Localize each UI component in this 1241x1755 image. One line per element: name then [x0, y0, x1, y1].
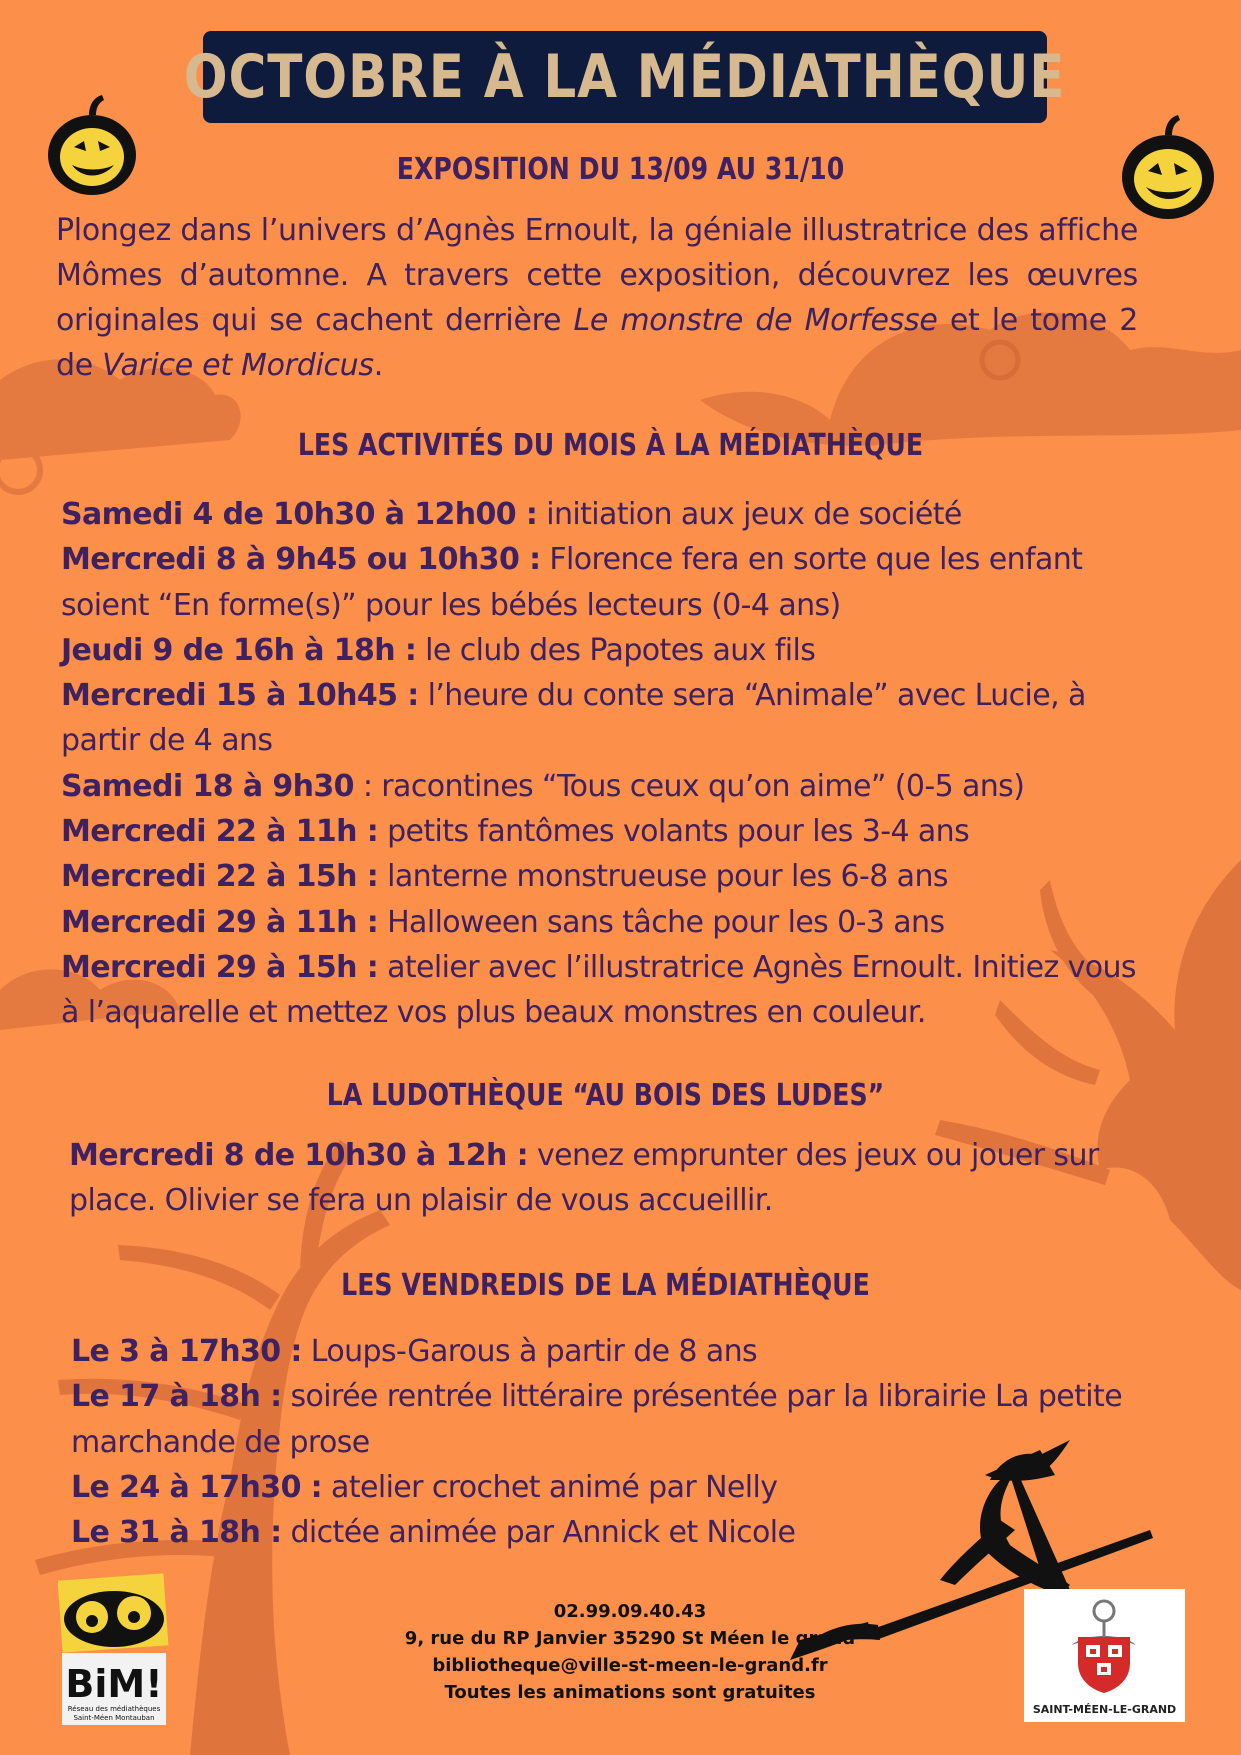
list-item: Mercredi 29 à 11h : Halloween sans tâche pour les 0-3 ans: [61, 904, 945, 940]
exposition-heading: EXPOSITION DU 13/09 AU 31/10: [396, 152, 845, 187]
page-title: OCTOBRE À LA MÉDIATHÈQUE: [184, 42, 1066, 112]
phone-number: 02.99.09.40.43: [553, 1601, 707, 1622]
list-item: Le 3 à 17h30 : Loups-Garous à partir de 8 ans: [71, 1334, 758, 1369]
address: 9, rue du RP Janvier 35290 St Méen le grand: [404, 1628, 856, 1649]
contact-block: [330, 1598, 930, 1706]
exposition-description: Plongez dans l’univers d’Agnès Ernoult, la géniale illustratrice des affiche Mômes d’automne. A travers cette exposition, découvrez les œuvres originales qui se cachent derrière Le monstre de Morfesse et le tome 2 de Varice et Mordicus.: [56, 213, 1138, 383]
activities-heading: LES ACTIVITÉS DU MOIS À LA MÉDIATHÈQUE: [297, 428, 924, 463]
email-address: bibliotheque@ville-st-meen-le-grand.fr: [432, 1655, 828, 1676]
list-item: Mercredi 15 à 10h45 : l’heure du conte sera “Animale” avec Lucie, à partir de 4 ans: [61, 678, 1086, 759]
fridays-list: [71, 1329, 1171, 1555]
list-item: Mercredi 22 à 15h : lanterne monstrueuse pour les 6-8 ans: [61, 859, 948, 895]
book-title: Varice et Mordicus: [102, 348, 374, 383]
list-item: Le 31 à 18h : dictée animée par Annick et Nicole: [71, 1515, 796, 1551]
list-item: Le 17 à 18h : soirée rentrée littéraire présentée par la librairie La petite marchande de prose: [71, 1379, 1123, 1460]
bim-subtitle: Saint-Méen Montauban: [73, 1714, 155, 1722]
list-item: Samedi 18 à 9h30 : racontines “Tous ceux qu’on aime” (0-5 ans): [61, 768, 1025, 804]
title-banner: [184, 31, 1066, 123]
bim-logo: [58, 1573, 170, 1725]
activities-list: [61, 492, 1151, 1036]
list-item: Mercredi 22 à 11h : petits fantômes volants pour les 3-4 ans: [61, 814, 970, 850]
city-logo: [1024, 1589, 1185, 1722]
list-item: Mercredi 29 à 15h : atelier avec l’illustratrice Agnès Ernoult. Initiez vous à l’aquarelle et mettez vos plus beaux monstres en couleur.: [61, 949, 1136, 1031]
ludotheque-list: [69, 1133, 1159, 1224]
list-item: Mercredi 8 de 10h30 à 12h : venez emprunter des jeux ou jouer sur place. Olivier se fera un plaisir de vous accueillir.: [69, 1138, 1099, 1219]
list-item: Le 24 à 17h30 : atelier crochet animé par Nelly: [71, 1469, 778, 1505]
bim-subtitle: Réseau des médiathèques: [67, 1705, 161, 1713]
bim-name: BiM!: [65, 1662, 163, 1706]
city-crest-icon: [1024, 1589, 1185, 1699]
bim-eyes-icon: [58, 1573, 170, 1725]
ludotheque-heading: LA LUDOTHÈQUE “AU BOIS DES LUDES”: [326, 1078, 885, 1113]
fridays-heading: LES VENDREDIS DE LA MÉDIATHÈQUE: [341, 1268, 870, 1303]
free-note: Toutes les animations sont gratuites: [444, 1682, 816, 1703]
book-title: Le monstre de Morfesse: [573, 303, 938, 338]
city-name: SAINT-MÉEN-LE-GRAND: [1032, 1703, 1177, 1716]
list-item: Jeudi 9 de 16h à 18h : le club des Papotes aux fils: [61, 632, 816, 668]
list-item: Samedi 4 de 10h30 à 12h00 : initiation aux jeux de société: [61, 497, 962, 532]
list-item: Mercredi 8 à 9h45 ou 10h30 : Florence fera en sorte que les enfant soient “En forme(s)” pour les bébés lecteurs (0-4 ans): [61, 542, 1083, 623]
